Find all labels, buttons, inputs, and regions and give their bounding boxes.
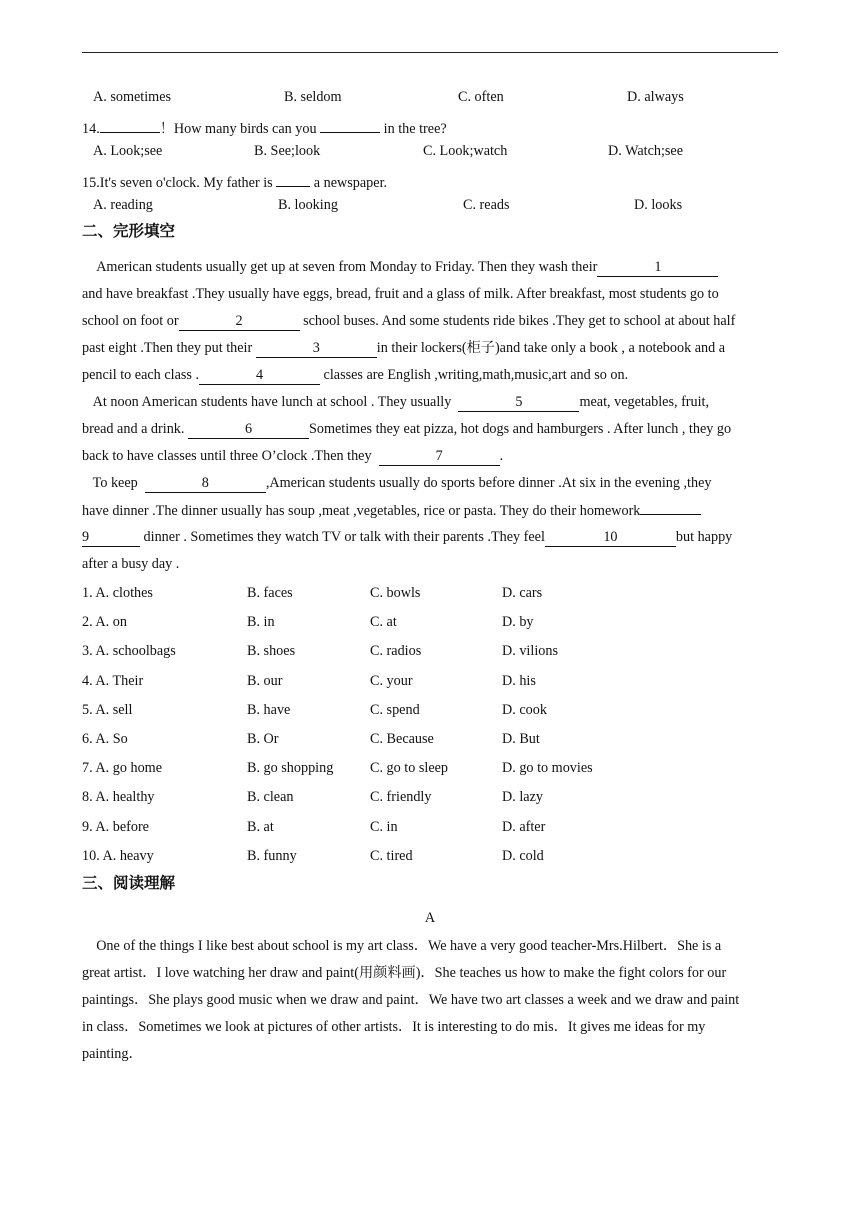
- cloze-text: in their lockers(柜子)and take only a book , a notebook and a: [376, 340, 726, 356]
- q14-blank-2: [320, 115, 380, 133]
- cloze-text: past eight .Then they put their: [82, 340, 253, 356]
- cloze-text: American students usually get up at seven from Monday to Friday. Then they wash their: [96, 259, 598, 275]
- cloze-line: [82, 524, 782, 551]
- q14-blank-1: [100, 115, 160, 133]
- cloze-line: and have breakfast .They usually have eggs, bread, fruit and a glass of milk. After breakfast, most students go to: [82, 286, 719, 302]
- q14-option-b: B. See;look: [254, 143, 321, 159]
- reading-line: great artist．I love watching her draw and paint(用颜料画)．She teaches us how to make the fight colors for our: [82, 965, 727, 981]
- blank-number: 2: [235, 313, 243, 329]
- reading-text: One of the things I like best about school is my art class．We have a very good teacher-Mrs.Hilbert．She is a: [96, 938, 722, 954]
- cloze-line: after a busy day .: [82, 556, 180, 572]
- cloze-option: C. friendly: [370, 789, 432, 806]
- cloze-line: [82, 362, 782, 389]
- cloze-text: school on foot or: [82, 313, 179, 329]
- cloze-line: [82, 497, 782, 524]
- blank-number: 7: [435, 448, 443, 464]
- cloze-option: B. in: [247, 614, 275, 631]
- cloze-option: 6. A. So: [82, 731, 128, 747]
- cloze-text: ,American students usually do sports before dinner .At six in the evening ,they: [265, 475, 712, 491]
- cloze-text: Sometimes they eat pizza, hot dogs and hamburgers . After lunch , they go: [308, 421, 732, 437]
- cloze-blank-10: [545, 529, 676, 547]
- cloze-option: D. cold: [502, 847, 544, 864]
- q13-option-d: D. always: [627, 89, 684, 105]
- cloze-option: D. cars: [502, 585, 543, 601]
- cloze-text: school buses. And some students ride bikes .They get to school at about half: [303, 313, 736, 329]
- cloze-option: B. faces: [247, 585, 293, 601]
- cloze-line: [82, 335, 782, 362]
- cloze-option: D. But: [502, 731, 540, 747]
- blank-number: 8: [201, 475, 209, 491]
- reading-line: in class．Sometimes we look at pictures of other artists．It is interesting to do mis．It gives me ideas for my: [82, 1019, 706, 1035]
- cloze-option: C. your: [370, 672, 413, 689]
- question-14: [82, 115, 447, 138]
- blank-number: 5: [515, 394, 523, 410]
- q15-option-d: D. looks: [634, 197, 683, 213]
- cloze-option: C. spend: [370, 701, 420, 718]
- cloze-line: [82, 308, 782, 335]
- cloze-blank-1: [597, 259, 718, 277]
- cloze-option: D. go to movies: [502, 760, 593, 777]
- cloze-option: 4. A. Their: [82, 672, 144, 689]
- cloze-option: B. shoes: [247, 643, 296, 660]
- q15-option-b: B. looking: [278, 197, 338, 213]
- cloze-option: D. by: [502, 614, 534, 631]
- cloze-text: meat, vegetables, fruit,: [579, 394, 710, 410]
- cloze-line: [82, 389, 782, 416]
- cloze-option: 8. A. healthy: [82, 789, 155, 806]
- cloze-option: C. Because: [370, 731, 434, 747]
- cloze-option: 2. A. on: [82, 614, 127, 631]
- blank-number: 9: [82, 529, 90, 545]
- q13-option-a: A. sometimes: [93, 89, 172, 105]
- section-2-title: 二、完形填空: [82, 222, 176, 240]
- cloze-text: To keep: [92, 475, 138, 491]
- cloze-blank-9-start: [640, 497, 701, 515]
- cloze-option: B. at: [247, 818, 274, 835]
- cloze-option: C. at: [370, 614, 397, 631]
- cloze-option: C. bowls: [370, 585, 421, 601]
- reading-line: [82, 933, 782, 960]
- passage-label: A: [424, 910, 436, 926]
- question-15: [82, 169, 387, 192]
- cloze-line: [82, 254, 782, 281]
- q13-option-b: B. seldom: [284, 89, 342, 105]
- blank-number: 6: [244, 421, 253, 437]
- cloze-option: B. have: [247, 701, 291, 718]
- cloze-blank-7: [379, 448, 500, 466]
- cloze-text: dinner . Sometimes they watch TV or talk with their parents .They feel: [143, 529, 545, 545]
- cloze-option: B. our: [247, 672, 283, 689]
- q15-blank: [276, 169, 310, 187]
- cloze-option: 1. A. clothes: [82, 585, 153, 601]
- cloze-blank-4: [199, 367, 320, 385]
- cloze-option: B. funny: [247, 847, 297, 864]
- q14-text-end: in the tree?: [383, 121, 447, 137]
- cloze-option: D. cook: [502, 701, 547, 718]
- reading-line: painting．: [82, 1046, 143, 1062]
- cloze-option: D. after: [502, 818, 546, 835]
- cloze-text: have dinner .The dinner usually has soup ,meat ,vegetables, rice or pasta. They do their homework: [82, 503, 641, 519]
- blank-number: 4: [255, 367, 264, 383]
- cloze-blank-8: [145, 475, 266, 493]
- cloze-option: D. vilions: [502, 643, 558, 660]
- cloze-text: back to have classes until three O’clock .Then they: [82, 448, 372, 464]
- q13-option-c: C. often: [458, 89, 504, 105]
- q14-number: 14.: [82, 121, 100, 137]
- cloze-option: 9. A. before: [82, 818, 149, 835]
- cloze-option: 5. A. sell: [82, 701, 133, 718]
- cloze-text: classes are English ,writing,math,music,art and so on.: [323, 367, 629, 383]
- cloze-option: C. tired: [370, 847, 413, 864]
- cloze-passage: [82, 254, 782, 578]
- section-3-title: 三、阅读理解: [82, 874, 176, 892]
- blank-number: 3: [312, 340, 320, 356]
- blank-number: 1: [654, 259, 662, 275]
- q15-option-c: C. reads: [463, 197, 510, 213]
- q14-option-c: C. Look;watch: [423, 143, 508, 159]
- q15-option-a: A. reading: [93, 197, 153, 213]
- reading-line: paintings．She plays good music when we draw and paint．We have two art classes a week and we draw and paint: [82, 992, 740, 1008]
- cloze-text: pencil to each class .: [82, 367, 199, 383]
- cloze-option: C. in: [370, 818, 398, 835]
- cloze-text: .: [499, 448, 504, 464]
- q14-option-a: A. Look;see: [93, 143, 163, 159]
- header-rule: [82, 52, 778, 53]
- reading-passage: [82, 933, 782, 1068]
- cloze-option: B. go shopping: [247, 760, 334, 777]
- cloze-blank-9: [82, 529, 140, 547]
- cloze-text: but happy: [675, 529, 733, 545]
- q14-text: ！How many birds can you: [159, 121, 317, 137]
- cloze-blank-3: [256, 340, 377, 358]
- cloze-line: [82, 443, 782, 470]
- cloze-option: C. go to sleep: [370, 760, 449, 777]
- cloze-blank-5: [458, 394, 579, 412]
- blank-number: 10: [603, 529, 618, 545]
- cloze-text: At noon American students have lunch at school . They usually: [92, 394, 452, 410]
- cloze-text: bread and a drink.: [82, 421, 185, 437]
- cloze-blank-6: [188, 421, 309, 439]
- cloze-option: B. Or: [247, 731, 279, 747]
- cloze-line: [82, 416, 782, 443]
- cloze-option: 3. A. schoolbags: [82, 643, 176, 660]
- cloze-option: B. clean: [247, 789, 294, 806]
- cloze-option: 10. A. heavy: [82, 847, 154, 864]
- cloze-option: C. radios: [370, 643, 422, 660]
- q14-option-d: D. Watch;see: [608, 143, 684, 159]
- cloze-line: [82, 470, 782, 497]
- q15-text: 15.It's seven o'clock. My father is: [82, 175, 273, 191]
- cloze-option: D. lazy: [502, 789, 543, 806]
- q15-text-end: a newspaper.: [313, 175, 388, 191]
- cloze-option: D. his: [502, 672, 536, 689]
- cloze-option: 7. A. go home: [82, 760, 162, 777]
- cloze-blank-2: [179, 313, 300, 331]
